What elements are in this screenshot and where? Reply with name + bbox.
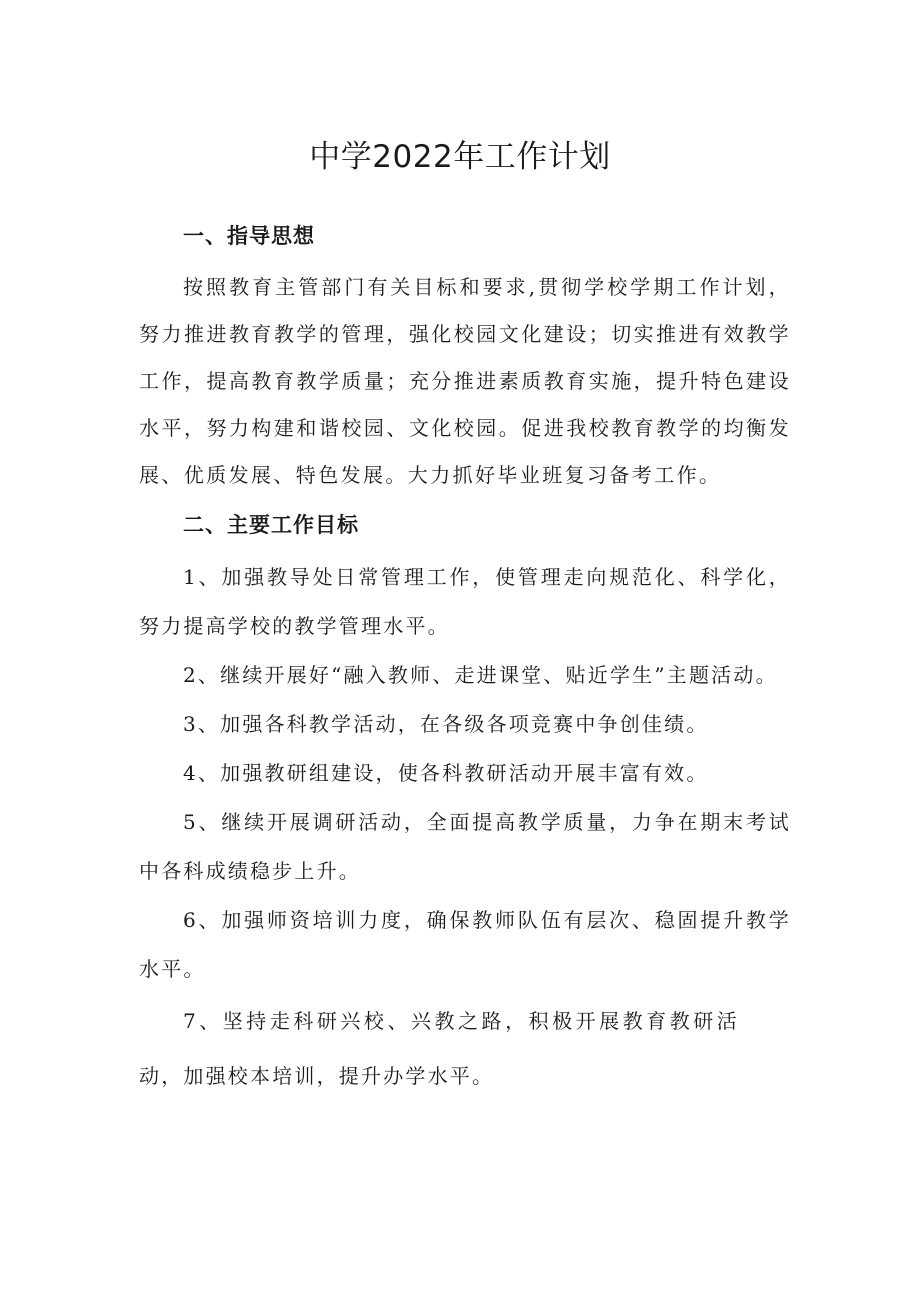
list-item: 2、继续开展好“融入教师、走进课堂、贴近学生”主题活动。 xyxy=(183,663,778,687)
document-title: 中学2022年工作计划 xyxy=(309,139,611,175)
document-body xyxy=(139,218,791,1104)
list-item: 4、加强教研组建设，使各科教研活动开展丰富有效。 xyxy=(183,761,709,785)
list-item: 7、坚持走科研兴校、兴教之路，积极开展教育教研活动，加强校本培训，提升办学水平。 xyxy=(139,1009,739,1088)
section-heading: 二、主要工作目标 xyxy=(183,513,359,537)
list-item: 1、加强教导处日常管理工作，使管理走向规范化、科学化，努力提高学校的教学管理水平。 xyxy=(139,565,791,638)
list-item: 6、加强师资培训力度，确保教师队伍有层次、稳固提升教学水平。 xyxy=(139,908,791,981)
paragraph: 按照教育主管部门有关目标和要求,贯彻学校学期工作计划，努力推进教育教学的管理，强化校园文化建设；切实推进有效教学工作，提高教育教学质量；充分推进素质教育实施，提升特色建设水平，努力构建和谐校园、文化校园。促进我校教育教学的均衡发展、优质发展、特色发展。大力抓好毕业班复习备考工作。 xyxy=(139,275,791,487)
list-item: 3、加强各科教学活动，在各级各项竞赛中争创佳绩。 xyxy=(183,712,709,736)
list-item: 5、继续开展调研活动，全面提高教学质量，力争在期末考试中各科成绩稳步上升。 xyxy=(139,810,791,883)
section-heading: 一、指导思想 xyxy=(183,224,315,248)
